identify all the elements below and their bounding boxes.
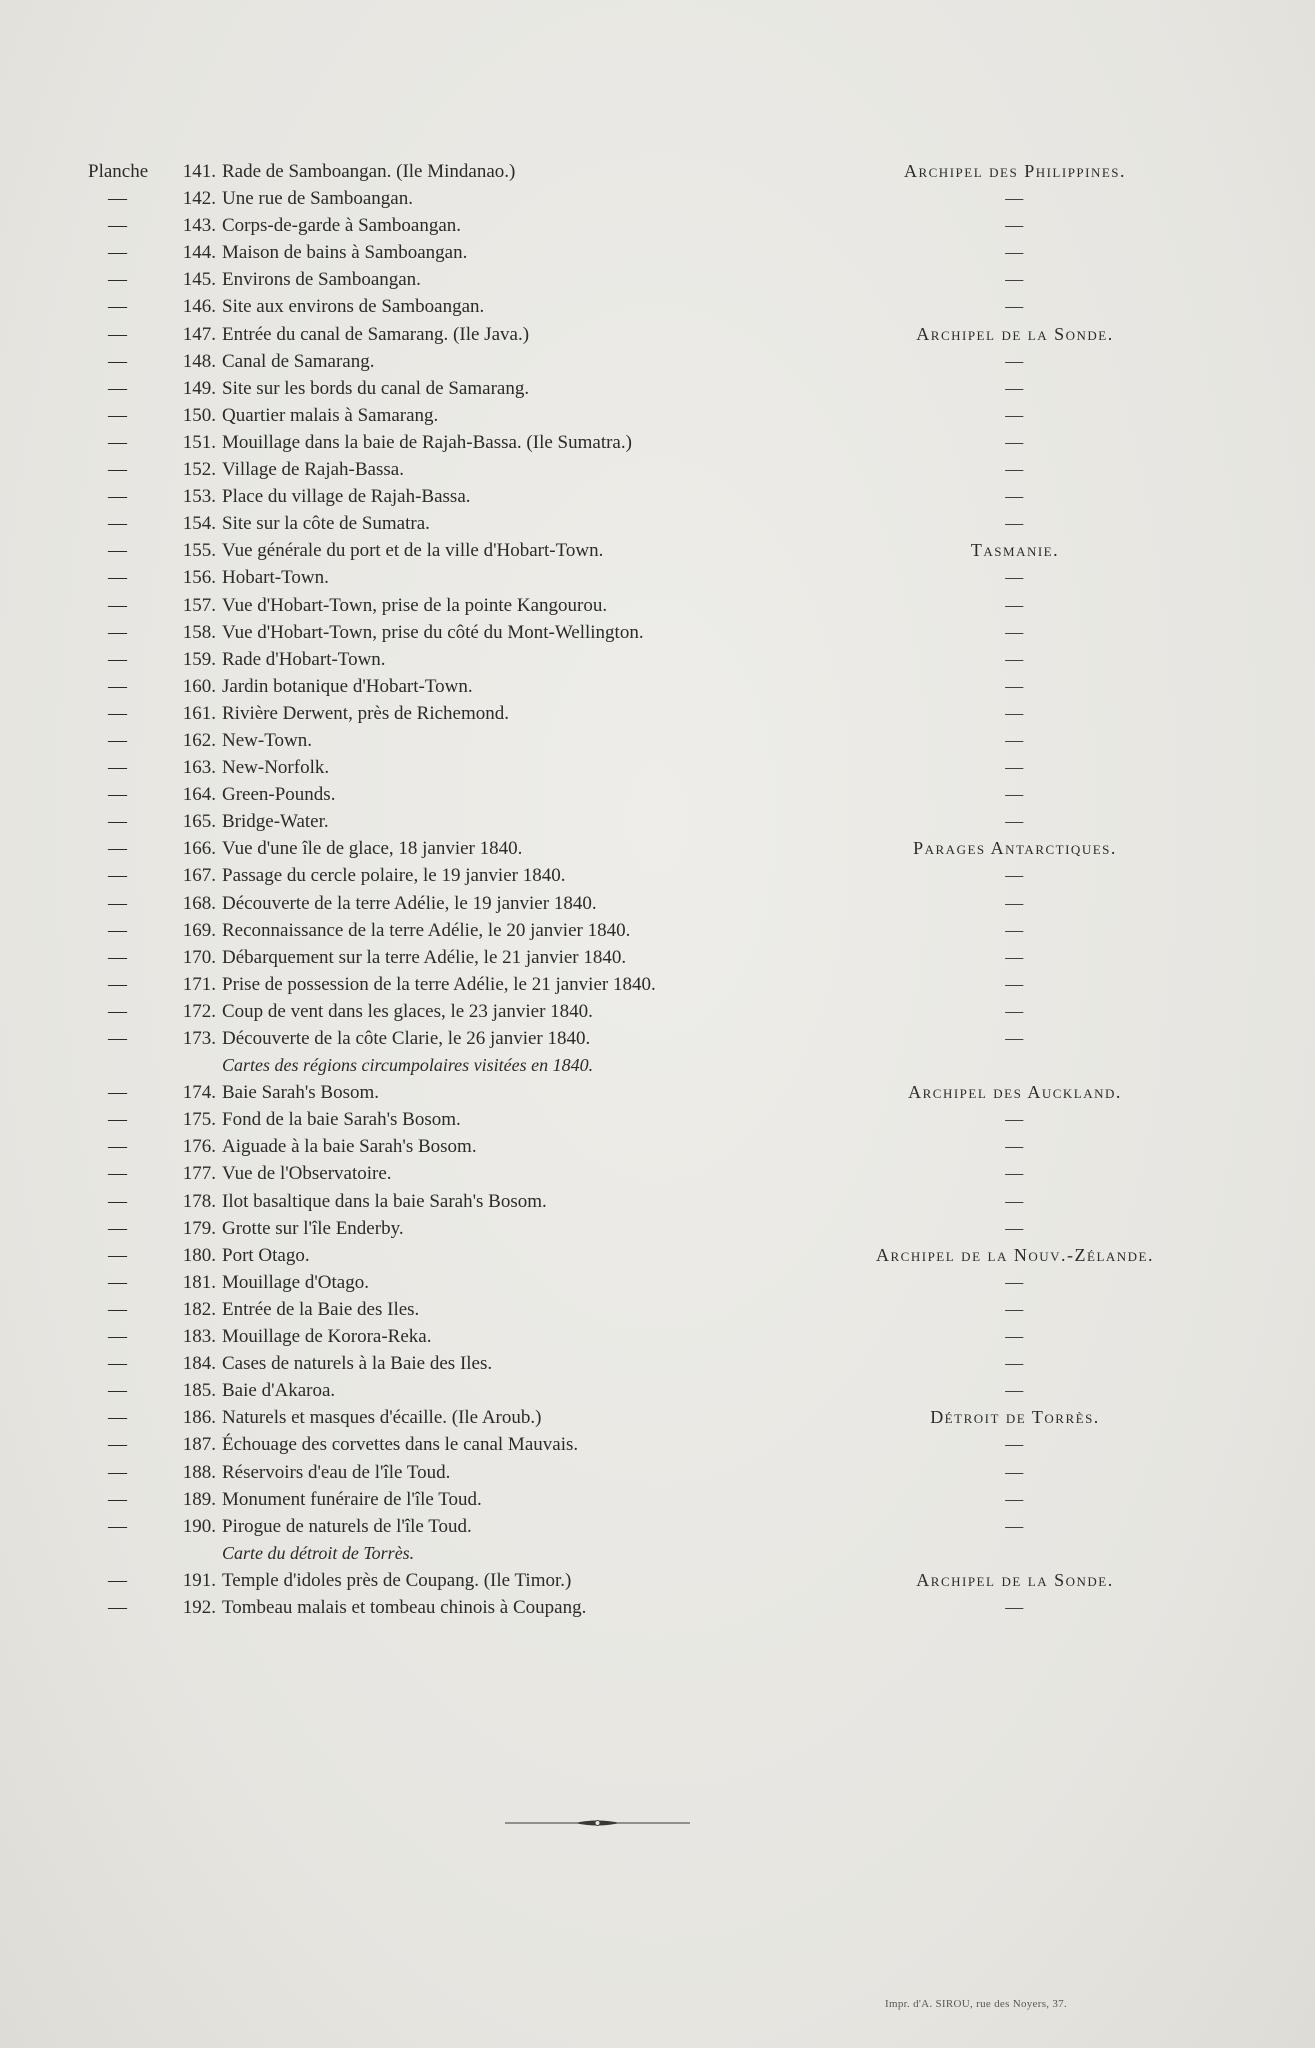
plate-row [0, 917, 1315, 944]
plate-label: — [108, 1028, 127, 1049]
plate-label: — [108, 946, 127, 968]
plate-region: — [1005, 296, 1025, 317]
plate-row [0, 402, 1315, 429]
plate-region: — [1005, 215, 1025, 236]
plate-row [0, 727, 1315, 754]
plate-region: — [1005, 1136, 1025, 1157]
plate-row [0, 1513, 1315, 1540]
plate-row [0, 781, 1315, 808]
plate-label: — [108, 513, 127, 535]
plate-number: 156. [182, 567, 216, 589]
plate-label: — [108, 702, 127, 724]
plate-title: Réservoirs d'eau de l'île Toud. [222, 1461, 451, 1483]
plate-title: Entrée du canal de Samarang. (Ile Java.) [222, 323, 530, 345]
plate-region: — [1005, 621, 1025, 642]
plate-number: 173. [182, 1028, 216, 1049]
plate-row [0, 890, 1315, 917]
map-note: Carte du détroit de Torrès. [222, 1542, 415, 1563]
plate-label: — [108, 784, 127, 806]
plate-row [0, 1350, 1315, 1377]
plate-row [0, 185, 1315, 212]
plate-region: — [1005, 1109, 1025, 1130]
plate-region: Archipel de la Nouv.-Zélande. [876, 1244, 1154, 1265]
plate-number: 172. [182, 1000, 216, 1022]
plate-title: Site aux environs de Samboangan. [222, 296, 485, 318]
plate-title: Entrée de la Baie des Iles. [222, 1298, 420, 1320]
plate-title: Canal de Samarang. [222, 350, 375, 372]
plate-label: — [108, 919, 127, 941]
plate-region: — [1005, 1326, 1025, 1347]
plate-label: — [108, 811, 127, 833]
plate-title: Monument funéraire de l'île Toud. [222, 1488, 482, 1510]
plate-row [0, 537, 1315, 564]
plate-region: — [1005, 567, 1025, 588]
plates-list [0, 158, 1315, 1621]
plate-row [0, 1459, 1315, 1486]
plate-label: — [108, 865, 127, 887]
plate-label: — [108, 1461, 127, 1483]
plate-number: 171. [182, 973, 216, 995]
plate-row [0, 862, 1315, 889]
plate-title: New-Town. [222, 729, 312, 751]
plate-region: — [1005, 486, 1025, 507]
plate-number: 141. [182, 161, 216, 182]
plate-label: — [108, 1515, 127, 1537]
plate-label: — [108, 296, 127, 318]
plate-row [0, 1188, 1315, 1215]
plate-row [0, 971, 1315, 998]
plate-number: 150. [182, 404, 216, 426]
plate-region: — [1005, 594, 1025, 615]
plate-region: — [1005, 1380, 1025, 1401]
plate-label: — [108, 1217, 127, 1239]
plate-title: Bridge-Water. [222, 811, 329, 833]
plate-number: 154. [182, 513, 216, 535]
plate-title: New-Norfolk. [222, 757, 330, 779]
plate-label: — [108, 486, 127, 508]
plate-region: — [1005, 675, 1025, 696]
plate-label: — [108, 1434, 127, 1456]
plate-label: — [108, 540, 127, 562]
plate-title: Quartier malais à Samarang. [222, 404, 439, 426]
plate-title: Cases de naturels à la Baie des Iles. [222, 1353, 493, 1375]
plate-row [0, 456, 1315, 483]
plate-region: Détroit de Torrès. [930, 1407, 1100, 1428]
plate-number: 167. [182, 865, 216, 887]
plate-row [0, 564, 1315, 591]
plate-title: Vue d'une île de glace, 18 janvier 1840. [222, 838, 523, 860]
plate-row [0, 1404, 1315, 1431]
plate-label: — [108, 459, 127, 481]
plate-title: Coup de vent dans les glaces, le 23 janvier 1840. [222, 1000, 593, 1022]
plate-row [0, 1296, 1315, 1323]
plate-title: Débarquement sur la terre Adélie, le 21 janvier 1840. [222, 946, 627, 968]
plate-row [0, 754, 1315, 781]
plate-label: — [108, 1407, 127, 1429]
plate-region: — [1005, 513, 1025, 534]
plate-title: Ilot basaltique dans la baie Sarah's Bosom. [222, 1190, 547, 1212]
map-note: Cartes des régions circumpolaires visitées en 1840. [222, 1055, 594, 1076]
plate-row [0, 808, 1315, 835]
plate-number: 159. [182, 648, 216, 670]
plate-number: 146. [182, 296, 216, 318]
plate-title: Aiguade à la baie Sarah's Bosom. [222, 1136, 477, 1158]
plate-title: Environs de Samboangan. [222, 269, 421, 291]
plate-number: 169. [182, 919, 216, 941]
plate-region: — [1005, 431, 1025, 452]
plate-number: 143. [182, 215, 216, 237]
plate-number: 144. [182, 242, 216, 264]
plate-label: — [108, 1353, 127, 1375]
plate-label: — [108, 621, 127, 643]
plate-number: 185. [182, 1380, 216, 1402]
plate-region: — [1005, 1596, 1025, 1617]
plate-row [0, 266, 1315, 293]
plate-row [0, 835, 1315, 862]
plate-label: — [108, 1380, 127, 1402]
plate-row [0, 592, 1315, 619]
plate-region: — [1005, 1217, 1025, 1238]
plate-region: Parages Antarctiques. [913, 838, 1117, 859]
plate-number: 153. [182, 486, 216, 508]
plate-title: Vue générale du port et de la ville d'Hobart-Town. [222, 540, 604, 562]
plate-number: 148. [182, 350, 216, 372]
plate-label: — [108, 404, 127, 426]
plate-row [0, 239, 1315, 266]
plate-number: 181. [182, 1271, 216, 1293]
plate-region: — [1005, 1461, 1025, 1482]
plate-title: Rade d'Hobart-Town. [222, 648, 386, 670]
plate-row [0, 619, 1315, 646]
plate-number: 170. [182, 946, 216, 968]
plate-region: — [1005, 1271, 1025, 1292]
plate-region: — [1005, 811, 1025, 832]
plate-label: — [108, 1326, 127, 1348]
ornament-divider [505, 1817, 690, 1829]
plate-number: 180. [182, 1244, 216, 1266]
plate-label: — [108, 1109, 127, 1131]
plate-label: — [108, 323, 127, 345]
plate-label: — [108, 757, 127, 779]
plate-region: — [1005, 1190, 1025, 1211]
plate-title: Pirogue de naturels de l'île Toud. [222, 1515, 472, 1537]
plate-row [0, 673, 1315, 700]
plate-title: Vue d'Hobart-Town, prise de la pointe Kangourou. [222, 594, 608, 616]
plate-row [0, 1079, 1315, 1106]
plate-region: — [1005, 188, 1025, 209]
plate-row [0, 998, 1315, 1025]
plate-title: Mouillage d'Otago. [222, 1271, 369, 1293]
plate-number: 189. [182, 1488, 216, 1510]
plate-number: 190. [182, 1515, 216, 1537]
plate-label: — [108, 1244, 127, 1266]
plate-label: — [108, 675, 127, 697]
plate-region: — [1005, 1488, 1025, 1509]
plate-number: 187. [182, 1434, 216, 1456]
plate-region: Archipel de la Sonde. [916, 323, 1114, 344]
plate-row [0, 1242, 1315, 1269]
plate-row [0, 293, 1315, 320]
plate-title: Naturels et masques d'écaille. (Ile Aroub.) [222, 1407, 542, 1429]
plate-title: Baie Sarah's Bosom. [222, 1082, 379, 1104]
plate-region: — [1005, 919, 1025, 940]
plate-region: — [1005, 1163, 1025, 1184]
plate-row [0, 212, 1315, 239]
plate-region: — [1005, 1353, 1025, 1374]
plate-title: Site sur les bords du canal de Samarang. [222, 377, 530, 399]
plate-title: Corps-de-garde à Samboangan. [222, 215, 462, 237]
plate-row [0, 158, 1315, 185]
plate-number: 174. [182, 1082, 216, 1104]
plate-region: — [1005, 729, 1025, 750]
plate-title: Site sur la côte de Sumatra. [222, 513, 430, 535]
plate-title: Place du village de Rajah-Bassa. [222, 486, 471, 508]
plate-row [0, 483, 1315, 510]
plate-number: 182. [182, 1298, 216, 1320]
plate-number: 157. [182, 594, 216, 616]
plate-title: Rivière Derwent, près de Richemond. [222, 702, 510, 724]
plate-region: Archipel des Philippines. [903, 161, 1127, 181]
plate-title: Vue d'Hobart-Town, prise du côté du Mont-Wellington. [222, 621, 644, 643]
plate-label: — [108, 1298, 127, 1320]
plate-title: Village de Rajah-Bassa. [222, 459, 404, 481]
printer-imprint: Impr. d'A. SIROU, rue des Noyers, 37. [885, 1998, 1068, 2010]
plate-label: — [108, 350, 127, 372]
plate-title: Port Otago. [222, 1244, 310, 1266]
plate-row [0, 1106, 1315, 1133]
plate-region: Archipel des Auckland. [908, 1082, 1122, 1103]
plate-region: — [1005, 865, 1025, 886]
plate-row [0, 429, 1315, 456]
plate-number: 184. [182, 1353, 216, 1375]
plate-row [0, 646, 1315, 673]
plate-region: — [1005, 404, 1025, 425]
plate-number: 191. [182, 1569, 216, 1591]
plate-region: — [1005, 377, 1025, 398]
plate-label: — [108, 892, 127, 914]
plate-title: Mouillage de Korora-Reka. [222, 1326, 432, 1348]
plate-title: Fond de la baie Sarah's Bosom. [222, 1109, 461, 1131]
plate-row [0, 510, 1315, 537]
plate-label: — [108, 269, 127, 291]
plate-title: Grotte sur l'île Enderby. [222, 1217, 404, 1239]
plate-label: — [108, 1082, 127, 1104]
plate-row [0, 1377, 1315, 1404]
plate-title: Découverte de la côte Clarie, le 26 janvier 1840. [222, 1028, 591, 1049]
plate-region: — [1005, 892, 1025, 913]
plate-number: 183. [182, 1326, 216, 1348]
plate-number: 158. [182, 621, 216, 643]
plate-label: — [108, 567, 127, 589]
plate-number: 177. [182, 1163, 216, 1185]
plate-label: — [108, 1163, 127, 1185]
plate-label: — [108, 215, 127, 237]
plate-label: — [108, 594, 127, 616]
plate-region: — [1005, 973, 1025, 994]
plate-row [0, 348, 1315, 375]
plate-number: 178. [182, 1190, 216, 1212]
plate-region: — [1005, 648, 1025, 669]
plate-number: 186. [182, 1407, 216, 1429]
plate-title: Baie d'Akaroa. [222, 1380, 336, 1402]
plate-title: Temple d'idoles près de Coupang. (Ile Timor.) [222, 1569, 572, 1591]
plate-row [0, 1025, 1315, 1052]
plate-number: 161. [182, 702, 216, 724]
plate-region: — [1005, 1515, 1025, 1536]
plate-title: Mouillage dans la baie de Rajah-Bassa. (Ile Sumatra.) [222, 431, 632, 453]
plate-title: Tombeau malais et tombeau chinois à Coupang. [222, 1596, 587, 1618]
plate-number: 192. [182, 1596, 216, 1618]
plate-region: — [1005, 757, 1025, 778]
plate-row [0, 321, 1315, 348]
plate-number: 164. [182, 784, 216, 806]
plate-region: — [1005, 242, 1025, 263]
plate-row [0, 1594, 1315, 1621]
plate-label: Planche [88, 161, 149, 182]
plate-number: 160. [182, 675, 216, 697]
plate-label: — [108, 242, 127, 264]
plate-number: 165. [182, 811, 216, 833]
plate-region: — [1005, 269, 1025, 290]
plate-label: — [108, 1596, 127, 1618]
plate-row [0, 944, 1315, 971]
plate-number: 145. [182, 269, 216, 291]
plate-row [0, 1160, 1315, 1187]
plate-title: Jardin botanique d'Hobart-Town. [222, 675, 473, 697]
plate-row [0, 1431, 1315, 1458]
plate-row [0, 1215, 1315, 1242]
plate-region: — [1005, 1028, 1025, 1048]
plate-row [0, 700, 1315, 727]
plate-title: Échouage des corvettes dans le canal Mauvais. [222, 1434, 579, 1456]
plate-label: — [108, 188, 127, 210]
plate-title: Green-Pounds. [222, 784, 336, 806]
plate-title: Une rue de Samboangan. [222, 188, 413, 210]
plate-number: 152. [182, 459, 216, 481]
plate-number: 163. [182, 757, 216, 779]
plate-title: Rade de Samboangan. (Ile Mindanao.) [222, 161, 516, 182]
plate-region: — [1005, 784, 1025, 805]
plate-region: — [1005, 1434, 1025, 1455]
plate-number: 175. [182, 1109, 216, 1131]
plate-number: 162. [182, 729, 216, 751]
plate-number: 168. [182, 892, 216, 914]
plate-region: — [1005, 1000, 1025, 1021]
map-note-row [0, 1052, 1315, 1079]
plate-label: — [108, 1271, 127, 1293]
plate-number: 149. [182, 377, 216, 399]
plate-number: 179. [182, 1217, 216, 1239]
plate-number: 188. [182, 1461, 216, 1483]
plate-label: — [108, 377, 127, 399]
plate-label: — [108, 1569, 127, 1591]
plate-number: 155. [182, 540, 216, 562]
plate-region: — [1005, 1298, 1025, 1319]
plate-title: Prise de possession de la terre Adélie, le 21 janvier 1840. [222, 973, 656, 995]
plate-region: Tasmanie. [970, 540, 1060, 561]
plate-title: Passage du cercle polaire, le 19 janvier 1840. [222, 865, 566, 887]
plate-label: — [108, 1136, 127, 1158]
map-note-row [0, 1540, 1315, 1567]
plate-region: Archipel de la Sonde. [916, 1569, 1114, 1590]
plate-number: 151. [182, 431, 216, 453]
plate-title: Maison de bains à Samboangan. [222, 242, 468, 264]
plate-title: Reconnaissance de la terre Adélie, le 20 janvier 1840. [222, 919, 631, 941]
plate-label: — [108, 729, 127, 751]
plate-row [0, 1567, 1315, 1594]
plate-number: 147. [182, 323, 216, 345]
plate-label: — [108, 1000, 127, 1022]
plate-label: — [108, 431, 127, 453]
plate-region: — [1005, 946, 1025, 967]
plate-region: — [1005, 702, 1025, 723]
plate-number: 176. [182, 1136, 216, 1158]
plate-row [0, 1323, 1315, 1350]
plate-row [0, 1486, 1315, 1513]
plate-label: — [108, 973, 127, 995]
plate-row [0, 1133, 1315, 1160]
plate-region: — [1005, 350, 1025, 371]
plate-label: — [108, 1488, 127, 1510]
plate-row [0, 1269, 1315, 1296]
plate-label: — [108, 648, 127, 670]
plate-title: Découverte de la terre Adélie, le 19 janvier 1840. [222, 892, 597, 914]
plate-number: 166. [182, 838, 216, 860]
plate-title: Hobart-Town. [222, 567, 329, 589]
plate-title: Vue de l'Observatoire. [222, 1163, 392, 1185]
plate-region: — [1005, 459, 1025, 480]
plate-label: — [108, 1190, 127, 1212]
plate-row [0, 375, 1315, 402]
plate-number: 142. [182, 188, 216, 210]
plate-label: — [108, 838, 127, 860]
